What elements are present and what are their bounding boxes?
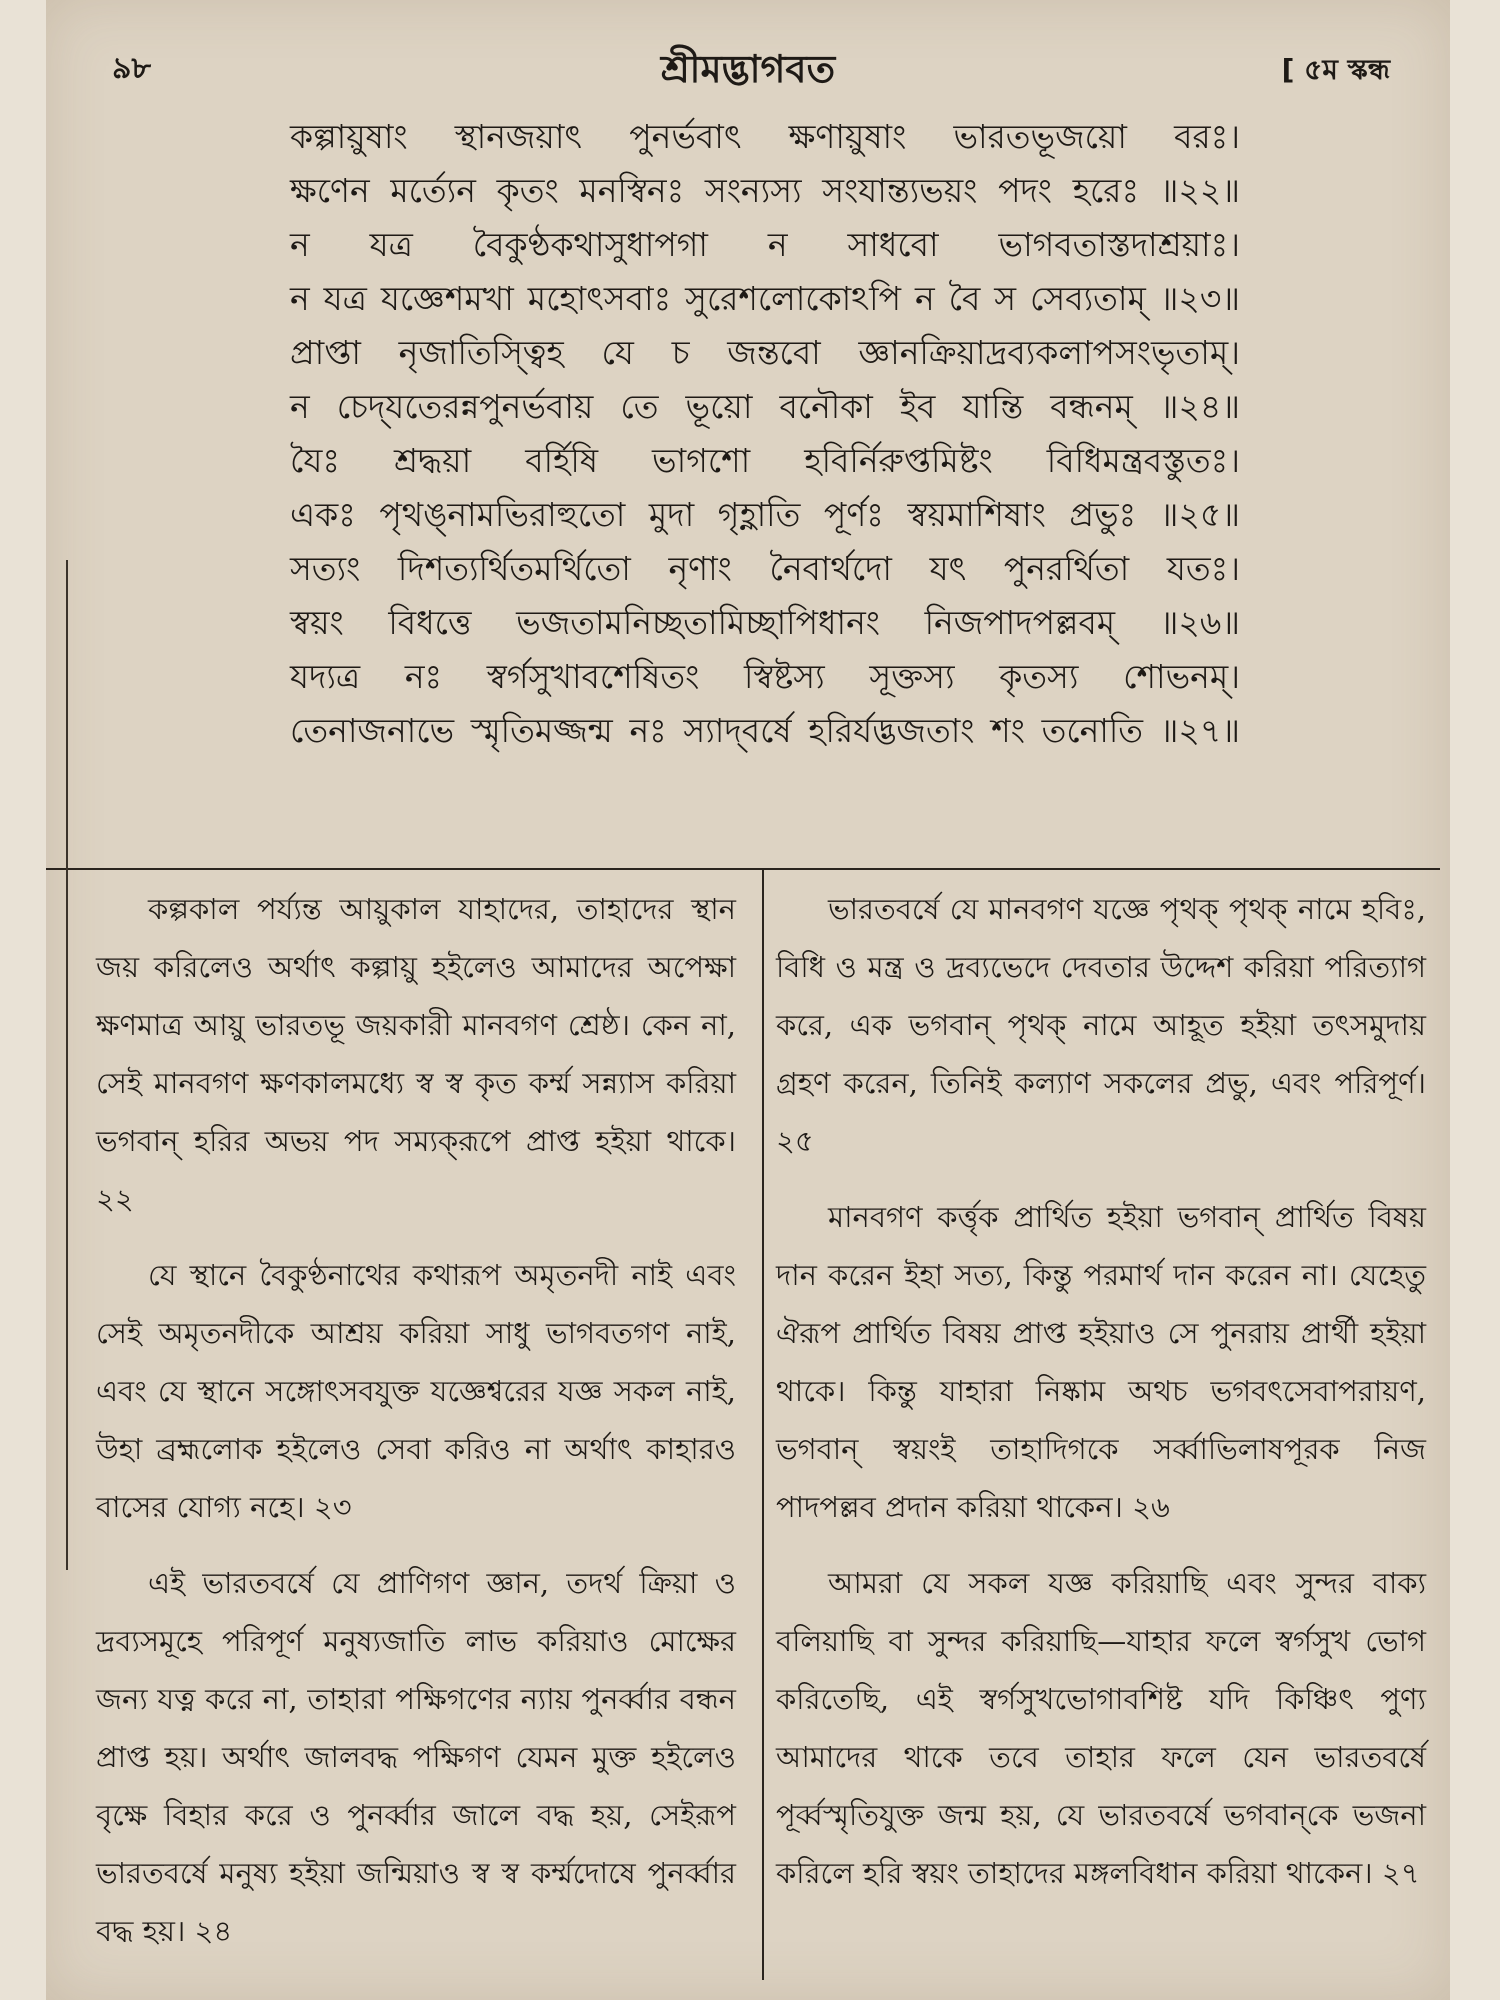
translation-left-column	[96, 880, 736, 1978]
translation-right-column	[776, 880, 1426, 1920]
verse-line: একঃ পৃথঙ্নামভিরাহুতো মুদা গৃহ্ণাতি পূর্ণঃ স্বয়মাশিষাং প্রভুঃ ॥২৫॥	[290, 495, 1240, 534]
section-mark: [ ৫ম স্কন্ধ	[1281, 53, 1390, 86]
verse-line: কল্পায়ুষাং স্থানজয়াৎ পুনর্ভবাৎ ক্ষণায়ুষাং ভারতভূজয়ো বরঃ।	[290, 117, 1240, 156]
verse-line: ন চেদ্‌যতেরন্নপুনর্ভবায় তে ভূয়ো বনৌকা ইব যান্তি বন্ধনম্ ॥২৪॥	[290, 387, 1240, 426]
verse-line: ন যত্র বৈকুণ্ঠকথাসুধাপগা ন সাধবো ভাগবতাস্তদাশ্রয়াঃ।	[290, 225, 1240, 264]
margin-line	[66, 560, 68, 1570]
translation-paragraph: যে স্থানে বৈকুণ্ঠনাথের কথারূপ অমৃতনদী নাই এবং সেই অমৃতনদীকে আশ্রয় করিয়া সাধু ভাগবতগণ নাই, এবং যে স্থানে সঙ্গোৎসবযুক্ত যজ্ঞেশ্বরের যজ্ঞ সকল নাই, উহা ব্রহ্মলোক হইলেও সেবা করিও না অর্থাৎ কাহারও বাসের যোগ্য নহে। ২৩	[96, 1258, 736, 1524]
translation-paragraph: এই ভারতবর্ষে যে প্রাণিগণ জ্ঞান, তদর্থ ক্রিয়া ও দ্রব্যসমূহে পরিপূর্ণ মনুষ্যজাতি লাভ করিয়াও মোক্ষের জন্য যত্ন করে না, তাহারা পক্ষিগণের ন্যায় পুনর্ব্বার বন্ধন প্রাপ্ত হয়। অর্থাৎ জালবদ্ধ পক্ষিগণ যেমন মুক্ত হইলেও বৃক্ষে বিহার করে ও পুনর্ব্বার জালে বদ্ধ হয়, সেইরূপ ভারতবর্ষে মনুষ্য হইয়া জন্মিয়াও স্ব স্ব কর্ম্মদোষে পুনর্ব্বার বদ্ধ হয়। ২৪	[96, 1566, 736, 1948]
horizontal-rule	[46, 868, 1440, 870]
page-header	[46, 40, 1450, 90]
sanskrit-verses	[290, 110, 1240, 758]
verse-line: ক্ষণেন মর্ত্যেন কৃতং মনস্বিনঃ সংন্যস্য সংযান্ত্যভয়ং পদং হরেঃ ॥২২॥	[290, 171, 1240, 210]
translation-paragraph: ভারতবর্ষে যে মানবগণ যজ্ঞে পৃথক্ পৃথক্ নামে হবিঃ, বিধি ও মন্ত্র ও দ্রব্যভেদে দেবতার উদ্দেশ করিয়া পরিত্যাগ করে, এক ভগবান্ পৃথক্ নামে আহূত হইয়া তৎসমুদায় গ্রহণ করেন, তিনিই কল্যাণ সকলের প্রভু, এবং পরিপূর্ণ। ২৫	[776, 892, 1426, 1158]
verse-line: প্রাপ্তা নৃজাতিস্ত্বিহ যে চ জন্তবো জ্ঞানক্রিয়াদ্রব্যকলাপসংভৃতাম্।	[290, 333, 1240, 372]
verse-line: সত্যং দিশত্যর্থিতমর্থিতো নৃণাং নৈবার্থদো যৎ পুনরর্থিতা যতঃ।	[290, 549, 1240, 588]
column-divider	[762, 870, 764, 1980]
verse-line: যৈঃ শ্রদ্ধয়া বর্হিষি ভাগশো হবির্নিরুপ্তমিষ্টং বিধিমন্ত্রবস্তুতঃ।	[290, 441, 1240, 480]
translation-paragraph: আমরা যে সকল যজ্ঞ করিয়াছি এবং সুন্দর বাক্য বলিয়াছি বা সুন্দর করিয়াছি—যাহার ফলে স্বর্গসুখ ভোগ করিতেছি, এই স্বর্গসুখভোগাবশিষ্ট যদি কিঞ্চিৎ পুণ্য আমাদের থাকে তবে তাহার ফলে যেন ভারতবর্ষে পূর্ব্বস্মৃতিযুক্ত জন্ম হয়, যে ভারতবর্ষে ভগবান্‌কে ভজনা করিলে হরি স্বয়ং তাহাদের মঙ্গলবিধান করিয়া থাকেন। ২৭	[776, 1566, 1426, 1890]
running-title: শ্রীমদ্ভাগবত	[660, 47, 836, 91]
verse-line: ন যত্র যজ্ঞেশমখা মহোৎসবাঃ সুরেশলোকোঽপি ন বৈ স সেব্যতাম্ ॥২৩॥	[290, 279, 1240, 318]
verse-line: যদ্যত্র নঃ স্বর্গসুখাবশেষিতং স্বিষ্টস্য সূক্তস্য কৃতস্য শোভনম্।	[290, 657, 1240, 696]
translation-paragraph: মানবগণ কর্ত্তৃক প্রার্থিত হইয়া ভগবান্ প্রার্থিত বিষয় দান করেন ইহা সত্য, কিন্তু পরমার্থ দান করেন না। যেহেতু ঐরূপ প্রার্থিত বিষয় প্রাপ্ত হইয়াও সে পুনরায় প্রার্থী হইয়া থাকে। কিন্তু যাহারা নিষ্কাম অথচ ভগবৎসেবাপরায়ণ, ভগবান্ স্বয়ংই তাহাদিগকে সর্ব্বাভিলাষপূরক নিজ পাদপল্লব প্রদান করিয়া থাকেন। ২৬	[776, 1200, 1426, 1524]
translation-paragraph: কল্পকাল পর্য্যন্ত আয়ুকাল যাহাদের, তাহাদের স্থান জয় করিলেও অর্থাৎ কল্পায়ু হইলেও আমাদের অপেক্ষা ক্ষণমাত্র আয়ু ভারতভূ জয়কারী মানবগণ শ্রেষ্ঠ। কেন না, সেই মানবগণ ক্ষণকালমধ্যে স্ব স্ব কৃত কর্ম্ম সন্ন্যাস করিয়া ভগবান্ হরির অভয় পদ সম্যক্‌রূপে প্রাপ্ত হইয়া থাকে। ২২	[96, 892, 736, 1216]
verse-line: স্বয়ং বিধত্তে ভজতামনিচ্ছতামিচ্ছাপিধানং নিজপাদপল্লবম্ ॥২৬॥	[290, 603, 1240, 642]
verse-line: তেনাজনাভে স্মৃতিমজ্জন্ম নঃ স্যাদ্‌বর্ষে হরির্যদ্ভজতাং শং তনোতি ॥২৭॥	[290, 711, 1240, 750]
page-number: ৯৮	[112, 51, 151, 86]
